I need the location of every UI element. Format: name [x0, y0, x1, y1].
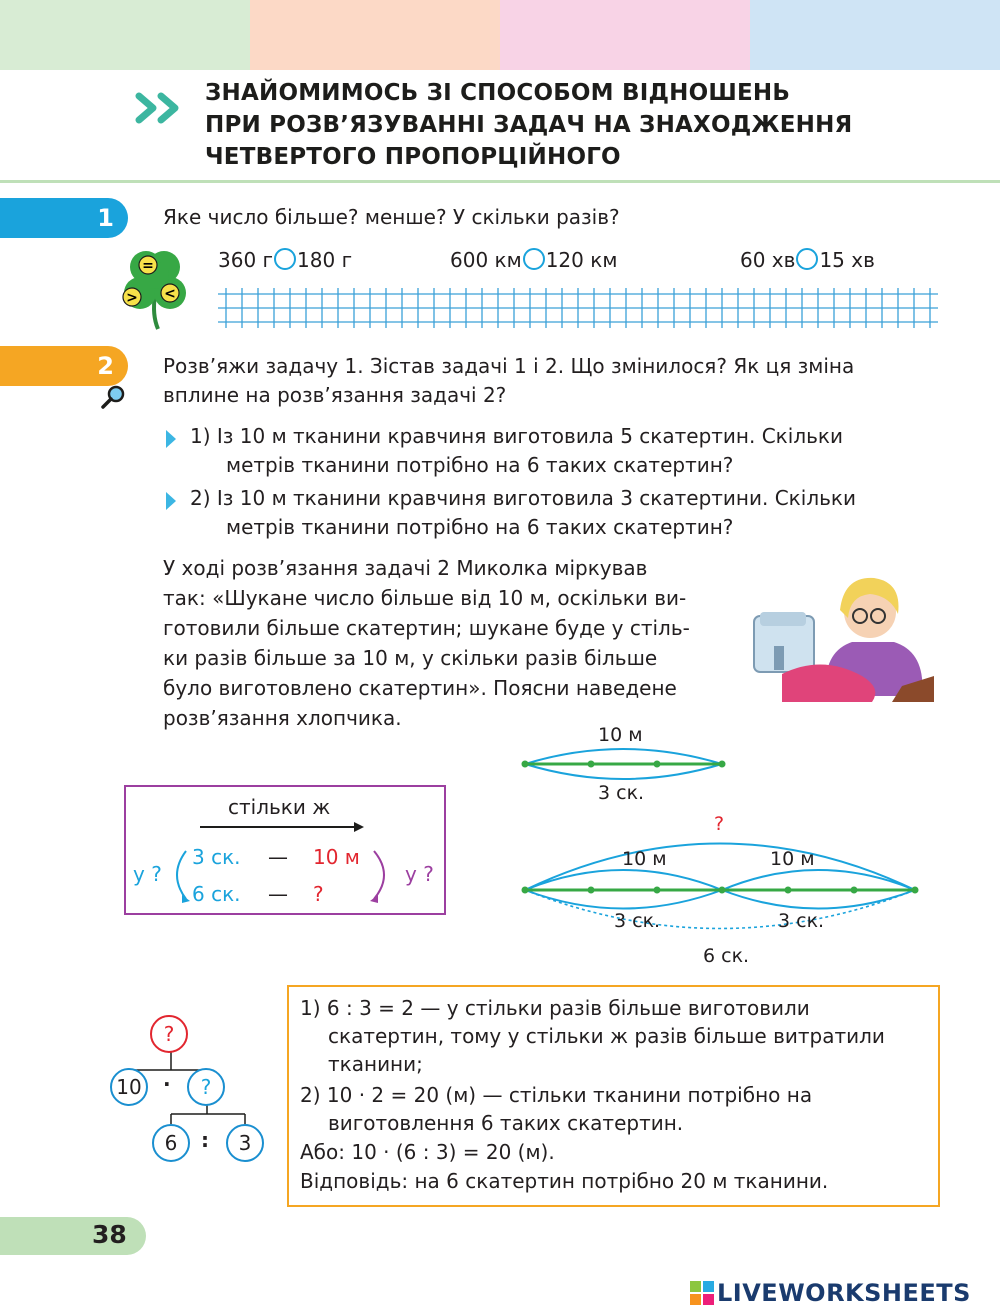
page-number: 38	[92, 1220, 127, 1249]
tree-left-node: 10	[110, 1068, 148, 1106]
tree-op-multiply: ·	[163, 1072, 171, 1096]
solution-line-6: Або: 10 · (6 : 3) = 20 (м).	[300, 1140, 555, 1164]
header-title-line-2: ПРИ РОЗВ’ЯЗУВАННІ ЗАДАЧ НА ЗНАХОДЖЕННЯ	[205, 112, 853, 138]
reasoning-line-1: У ході розв’язання задачі 2 Миколка міркував	[163, 556, 648, 580]
comparison-1-slot[interactable]	[274, 248, 296, 270]
ratio-box-top-label: стільки ж	[228, 795, 331, 819]
task-2-tab: 2	[0, 346, 128, 386]
comparison-3-slot[interactable]	[796, 248, 818, 270]
header-title-line-1: ЗНАЙОМИМОСЬ ЗІ СПОСОБОМ ВІДНОШЕНЬ	[205, 80, 791, 106]
comparison-1-left: 360 г	[218, 248, 274, 272]
problem-1-line-1: 1) Із 10 м тканини кравчиня виготовила 5 скатертин. Скільки	[190, 424, 843, 448]
reasoning-line-5: було виготовлено скатертин». Поясни наведене	[163, 676, 677, 700]
solution-line-7: Відповідь: на 6 скатертин потрібно 20 м тканини.	[300, 1169, 829, 1193]
magnifier-icon	[100, 384, 128, 410]
comparison-3	[740, 248, 875, 272]
segment-big-left: 10 м	[622, 848, 667, 870]
comparison-1-right: 180 г	[297, 248, 353, 272]
bullet-arrow-icon	[166, 430, 176, 448]
solution-line-5: виготовлення 6 таких скатертин.	[328, 1111, 684, 1135]
color-band-pink	[500, 0, 750, 70]
clover-sign-greater: >	[126, 290, 138, 306]
segment-big-question: ?	[714, 813, 725, 835]
solution-line-2: скатертин, тому у стільки ж разів більше витратили	[328, 1024, 885, 1048]
comparison-3-right: 15 хв	[819, 248, 875, 272]
ratio-side-left: у ?	[133, 862, 162, 886]
task-2-intro-line-2: вплине на розв’язання задачі 2?	[163, 383, 507, 407]
task-2-intro-line-1: Розв’яжи задачу 1. Зістав задачі 1 і 2. Що змінилося? Як ця зміна	[163, 354, 855, 378]
ratio-side-right: у ?	[405, 862, 434, 886]
ratio-row2-left: 6 ск.	[192, 882, 241, 906]
problem-2-line-1: 2) Із 10 м тканини кравчиня виготовила 3 скатертини. Скільки	[190, 486, 856, 510]
task-1-tab: 1	[0, 198, 128, 238]
color-band-peach	[250, 0, 500, 70]
segment-diagram	[510, 722, 930, 972]
reasoning-line-3: готовили більше скатертин; шукане буде у стіль-	[163, 616, 690, 640]
tree-op-divide: :	[201, 1128, 209, 1152]
header-rule	[0, 180, 1000, 183]
segment-top-bottom: 3 ск.	[598, 782, 645, 804]
ratio-arrow-icon	[198, 820, 368, 834]
header-title-line-3: ЧЕТВЕРТОГО ПРОПОРЦІЙНОГО	[205, 144, 621, 170]
segment-big-bottom-right: 3 ск.	[778, 910, 825, 932]
comparison-2-left: 600 км	[450, 248, 522, 272]
comparison-1	[218, 248, 352, 272]
solution-line-1: 1) 6 : 3 = 2 — у стільки разів більше виготовили	[300, 996, 810, 1020]
reasoning-line-6: розв’язання хлопчика.	[163, 706, 402, 730]
reasoning-line-2: так: «Шукане число більше від 10 м, оскільки ви-	[163, 586, 687, 610]
problem-2-line-2: метрів тканини потрібно на 6 таких скатертин?	[226, 515, 734, 539]
comparison-2-slot[interactable]	[523, 248, 545, 270]
comparison-2-right: 120 км	[545, 248, 618, 272]
solution-line-3: тканини;	[328, 1052, 423, 1076]
problem-1-line-2: метрів тканини потрібно на 6 таких скатертин?	[226, 453, 734, 477]
tree-mid-node: ?	[187, 1068, 225, 1106]
segment-big-bottom-left: 3 ск.	[614, 910, 661, 932]
ratio-row1-right: 10 м	[313, 845, 360, 869]
clover-icon	[118, 245, 192, 331]
ratio-row1-dash: —	[268, 845, 288, 869]
liveworksheets-logo: LIVEWORKSHEETS	[717, 1279, 971, 1307]
ratio-row2-dash: —	[268, 882, 288, 906]
segment-top-label: 10 м	[598, 724, 643, 746]
clover-sign-equal: =	[142, 258, 154, 274]
color-band-green	[0, 0, 250, 70]
bullet-arrow-icon	[166, 492, 176, 510]
segment-big-right: 10 м	[770, 848, 815, 870]
ratio-row2-right: ?	[313, 882, 324, 906]
ratio-row1-left: 3 ск.	[192, 845, 241, 869]
clover-sign-less: <	[164, 286, 176, 302]
seamstress-illustration	[752, 556, 934, 704]
color-band-blue	[750, 0, 1000, 70]
tree-leaf-a: 6	[152, 1124, 190, 1162]
solution-line-4: 2) 10 · 2 = 20 (м) — стільки тканини потрібно на	[300, 1083, 813, 1107]
tree-root-node: ?	[150, 1015, 188, 1053]
comparison-3-left: 60 хв	[740, 248, 796, 272]
tree-leaf-b: 3	[226, 1124, 264, 1162]
answer-grid[interactable]	[218, 288, 938, 328]
ratio-curved-arrows	[164, 845, 404, 907]
reasoning-line-4: ки разів більше за 10 м, у скільки разів більше	[163, 646, 658, 670]
task-1-question: Яке число більше? менше? У скільки разів?	[163, 205, 620, 229]
liveworksheets-logo-icon	[690, 1281, 714, 1305]
chevrons-icon	[135, 92, 187, 124]
segment-big-total: 6 ск.	[703, 945, 750, 967]
comparison-2	[450, 248, 617, 272]
